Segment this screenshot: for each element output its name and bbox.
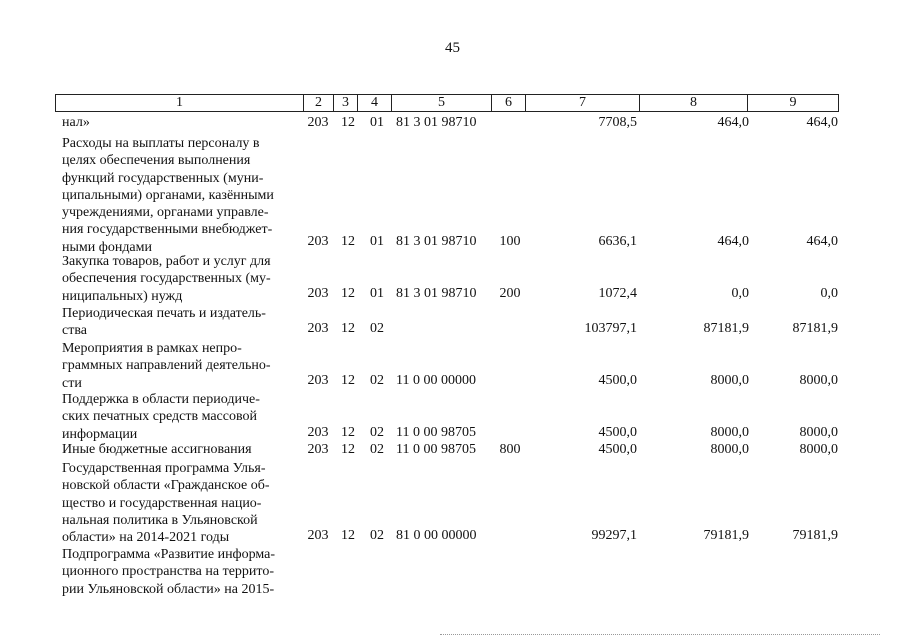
- cell-col-2: 203: [307, 321, 329, 336]
- row-name: Расходы на выплаты персоналу в целях обеспечения выполнения функций государственных (муни- ципальными) органами, казёнными учреждениями, органами управле- ния государственными внебюджет- ными фондами: [62, 136, 274, 255]
- cell-col-5: 11 0 00 98705: [396, 425, 476, 440]
- cell-col-4: 01: [370, 115, 384, 130]
- cell-col-5: 81 3 01 98710: [396, 286, 477, 301]
- cell-col-7: 7708,5: [598, 115, 637, 130]
- header-col-7: 7: [526, 95, 640, 111]
- cell-col-5: 81 3 01 98710: [396, 115, 477, 130]
- row-name: Подпрограмма «Развитие информа- ционного пространства на террито- рии Ульяновской области» на 2015-: [62, 547, 276, 597]
- cell-col-2: 203: [307, 234, 329, 249]
- cell-col-2: 203: [307, 373, 329, 388]
- cell-col-9: 8000,0: [799, 425, 838, 440]
- cell-col-8: 0,0: [731, 286, 749, 301]
- cell-col-7: 99297,1: [591, 528, 637, 543]
- cell-col-7: 1072,4: [598, 286, 637, 301]
- cell-col-7: 4500,0: [598, 442, 637, 457]
- row-name: Мероприятия в рамках непро- граммных направлений деятельно- сти: [62, 341, 271, 391]
- cell-col-4: 02: [370, 321, 384, 336]
- cell-col-9: 464,0: [806, 234, 838, 249]
- header-col-5: 5: [392, 95, 492, 111]
- row-name: нал»: [62, 115, 90, 130]
- cell-col-6: 200: [499, 286, 521, 301]
- row-name: Иные бюджетные ассигнования: [62, 442, 252, 457]
- cell-col-4: 02: [370, 373, 384, 388]
- cell-col-3: 12: [341, 442, 355, 457]
- row-name: Поддержка в области периодиче- ских печатных средств массовой информации: [62, 392, 260, 442]
- header-col-3: 3: [334, 95, 358, 111]
- cell-col-2: 203: [307, 286, 329, 301]
- cell-col-2: 203: [307, 115, 329, 130]
- cell-col-6: 100: [499, 234, 521, 249]
- cell-col-8: 464,0: [717, 234, 749, 249]
- cell-col-4: 01: [370, 286, 384, 301]
- cell-col-4: 02: [370, 425, 384, 440]
- cell-col-4: 02: [370, 528, 384, 543]
- cell-col-8: 464,0: [717, 115, 749, 130]
- cell-col-3: 12: [341, 373, 355, 388]
- cell-col-7: 4500,0: [598, 425, 637, 440]
- cell-col-5: 81 0 00 00000: [396, 528, 477, 543]
- cell-col-3: 12: [341, 321, 355, 336]
- cell-col-5: 81 3 01 98710: [396, 234, 477, 249]
- cell-col-8: 87181,9: [703, 321, 749, 336]
- row-name: Закупка товаров, работ и услуг для обеспечения государственных (му- ниципальных) нужд: [62, 254, 271, 304]
- header-col-2: 2: [304, 95, 334, 111]
- cell-col-4: 02: [370, 442, 384, 457]
- header-col-9: 9: [789, 95, 797, 110]
- cell-col-7: 103797,1: [584, 321, 637, 336]
- cell-col-3: 12: [341, 115, 355, 130]
- row-name: Государственная программа Улья- новской области «Гражданское об- щество и государственная нацио- нальная политика в Ульяновской области» на 2014-2021 годы: [62, 461, 270, 546]
- cell-col-5: 11 0 00 98705: [396, 442, 476, 457]
- cell-col-3: 12: [341, 528, 355, 543]
- header-col-8: 8: [640, 95, 748, 111]
- cell-col-7: 4500,0: [598, 373, 637, 388]
- cell-col-2: 203: [307, 425, 329, 440]
- cell-col-8: 8000,0: [710, 442, 749, 457]
- scan-artifact: [440, 634, 880, 637]
- cell-col-3: 12: [341, 425, 355, 440]
- cell-col-9: 8000,0: [799, 373, 838, 388]
- cell-col-6: 800: [499, 442, 521, 457]
- cell-col-9: 0,0: [820, 286, 838, 301]
- cell-col-9: 87181,9: [792, 321, 838, 336]
- header-col-4: 4: [358, 95, 392, 111]
- cell-col-7: 6636,1: [598, 234, 637, 249]
- cell-col-5: 11 0 00 00000: [396, 373, 476, 388]
- cell-col-9: 8000,0: [799, 442, 838, 457]
- cell-col-9: 79181,9: [792, 528, 838, 543]
- cell-col-3: 12: [341, 234, 355, 249]
- cell-col-2: 203: [307, 442, 329, 457]
- header-col-6: 6: [492, 95, 526, 111]
- cell-col-3: 12: [341, 286, 355, 301]
- row-name: Периодическая печать и издатель- ства: [62, 306, 266, 339]
- cell-col-8: 79181,9: [703, 528, 749, 543]
- page-number: 45: [445, 40, 460, 56]
- cell-col-4: 01: [370, 234, 384, 249]
- header-col-1: 1: [56, 95, 304, 111]
- cell-col-9: 464,0: [806, 115, 838, 130]
- cell-col-8: 8000,0: [710, 373, 749, 388]
- cell-col-2: 203: [307, 528, 329, 543]
- cell-col-8: 8000,0: [710, 425, 749, 440]
